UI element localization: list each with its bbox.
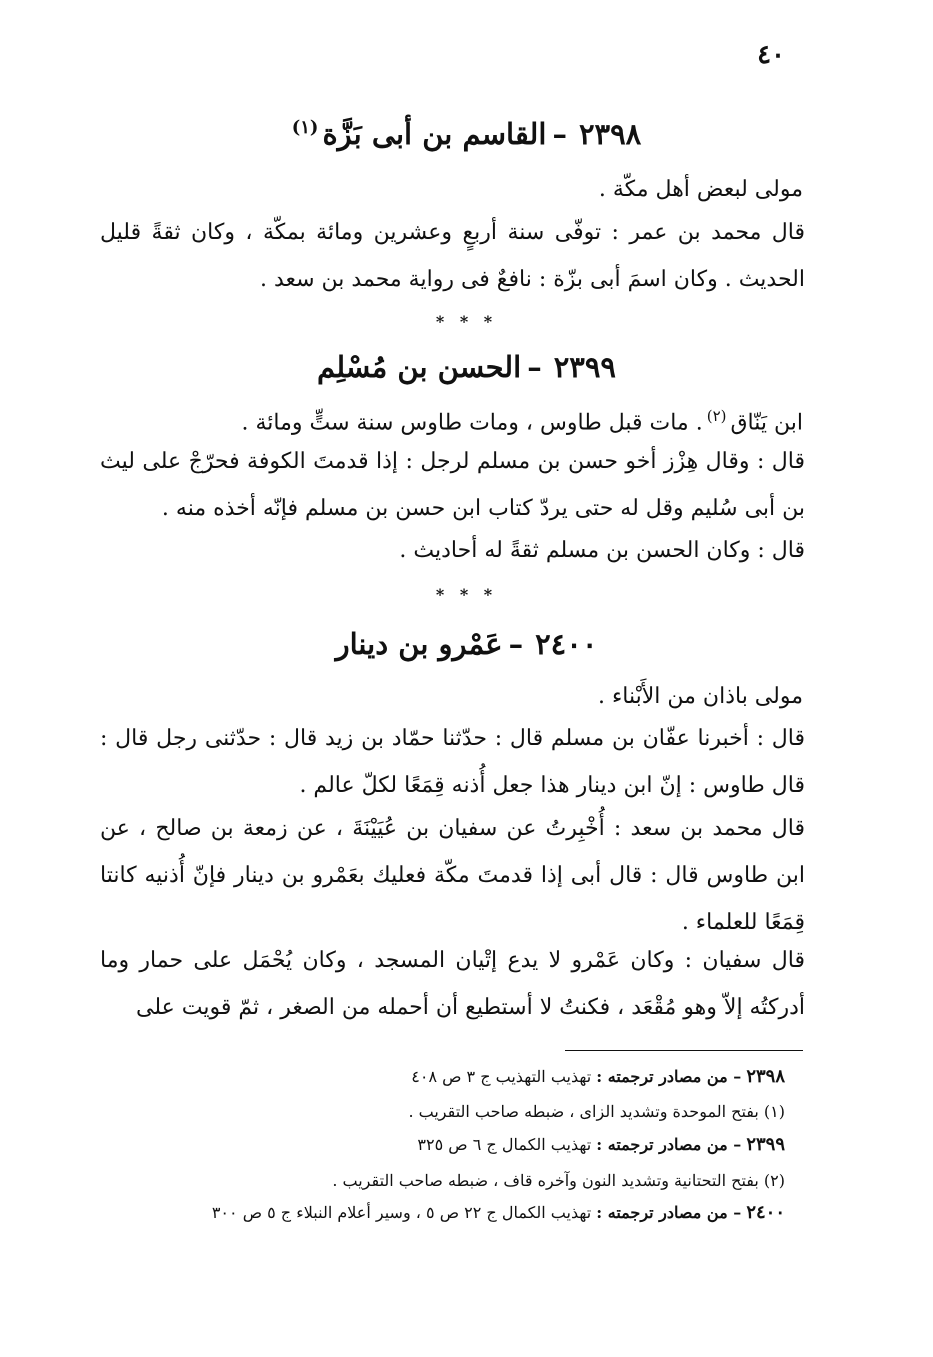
entry-dash: – xyxy=(552,117,567,151)
entry-number: ٢٣٩٩ xyxy=(553,350,617,384)
footnote-sources-2400 xyxy=(100,1195,785,1231)
entry-name: الحسن بن مُسْلِم xyxy=(316,350,522,384)
entry-name: القاسم بن أبى بَزَّة xyxy=(322,117,547,151)
footnote-label: – من مصادر ترجمته : xyxy=(596,1135,742,1154)
footnote-text: تهذيب الكمال ج ٢٢ ص ٥ ، وسير أعلام النبلاء ج ٥ ص ٣٠٠ xyxy=(211,1203,592,1222)
footnote-marker: (١) xyxy=(291,117,319,139)
entry-name: عَمْرو بن دينار xyxy=(335,627,503,661)
paragraph: قال : أخبرنا عفّان بن مسلم قال : حدّثنا حمّاد بن زيد قال : حدّثنى رجل قال : قال طاوس : إنّ ابن دينار هذا جعل أُذنه قِمَعًا لكلّ عالم . xyxy=(100,726,805,798)
footnote-2: (٢) بفتح التحتانية وتشديد النون وآخره قاف ، ضبطه صاحب التقريب . xyxy=(332,1171,785,1190)
paragraph: قال محمد بن عمر : توفّى سنة أربعٍ وعشرين ومائة بمكّة ، وكان ثقةً قليل الحديث . وكان اسمَ أبى بزّة : نافعٌ فى رواية محمد بن سعد . xyxy=(100,220,805,292)
paragraph: قال : وقال هِزْز أخو حسن بن مسلم لرجل : إذا قدمتَ الكوفة فحرّجْ على ليث بن أبى سُليم وقل له حتى يردّ كتاب ابن حسن بن مسلم فإنّه أخذه منه . xyxy=(100,449,805,521)
footnote-1: (١) بفتح الموحدة وتشديد الزاى ، ضبطه صاحب التقريب . xyxy=(408,1102,785,1121)
paragraph: مولى لبعض أهل مكّة . xyxy=(598,177,803,202)
footnote-text: تهذيب الكمال ج ٦ ص ٣٢٥ xyxy=(417,1135,592,1154)
paragraph: مولى باذان من الأَبْناء . xyxy=(597,684,803,709)
page-number: ٤٠ xyxy=(757,40,785,70)
entry-heading-2398 xyxy=(100,117,833,151)
entry-heading-2400 xyxy=(100,627,833,661)
footnote-label: – من مصادر ترجمته : xyxy=(596,1203,742,1222)
paragraph-text: ابن يَنّاق xyxy=(730,410,803,436)
section-separator: * * * xyxy=(435,312,498,331)
entry-number: ٢٣٩٨ xyxy=(578,117,642,151)
entry-heading-2399 xyxy=(100,350,833,384)
footnote-sources-2398 xyxy=(100,1059,785,1095)
footnote-divider xyxy=(565,1050,803,1051)
paragraph: قال : وكان الحسن بن مسلم ثقةً له أحاديث . xyxy=(399,538,805,563)
footnote-label: – من مصادر ترجمته : xyxy=(596,1067,742,1086)
footnote-text: تهذيب التهذيب ج ٣ ص ٤٠٨ xyxy=(411,1067,592,1086)
footnote-entry-number: ٢٤٠٠ xyxy=(746,1202,785,1223)
paragraph: قال محمد بن سعد : أُخْبِرتُ عن سفيان بن عُيَيْنَةَ ، عن زمعة بن صالح ، عن ابن طاوس قال : قال أبى إذا قدمتَ مكّة فعليك بعَمْرو بن دينار فإنّ أُذنيه كانتا قِمَعًا للعلماء . xyxy=(100,816,805,935)
footnote-entry-number: ٢٣٩٩ xyxy=(746,1134,785,1155)
footnote-marker: (٢) xyxy=(706,407,727,425)
section-separator: * * * xyxy=(435,585,498,604)
entry-number: ٢٤٠٠ xyxy=(535,627,598,661)
paragraph-text: . مات قبل طاوس ، ومات طاوس سنة ستٍّ ومائة . xyxy=(241,410,703,436)
entry-dash: – xyxy=(508,627,524,661)
paragraph: قال سفيان : وكان عَمْرو لا يدع إتْيان المسجد ، وكان يُحْمَل على حمار وما أدركتُه إلاّ وهو مُقْعَد ، فكنتُ لا أستطيع أن أحمله من الصغر ، ثمّ قويت على xyxy=(100,948,805,1020)
footnote-entry-number: ٢٣٩٨ xyxy=(746,1066,785,1087)
footnote-sources-2399 xyxy=(100,1127,785,1163)
entry-dash: – xyxy=(527,350,542,384)
